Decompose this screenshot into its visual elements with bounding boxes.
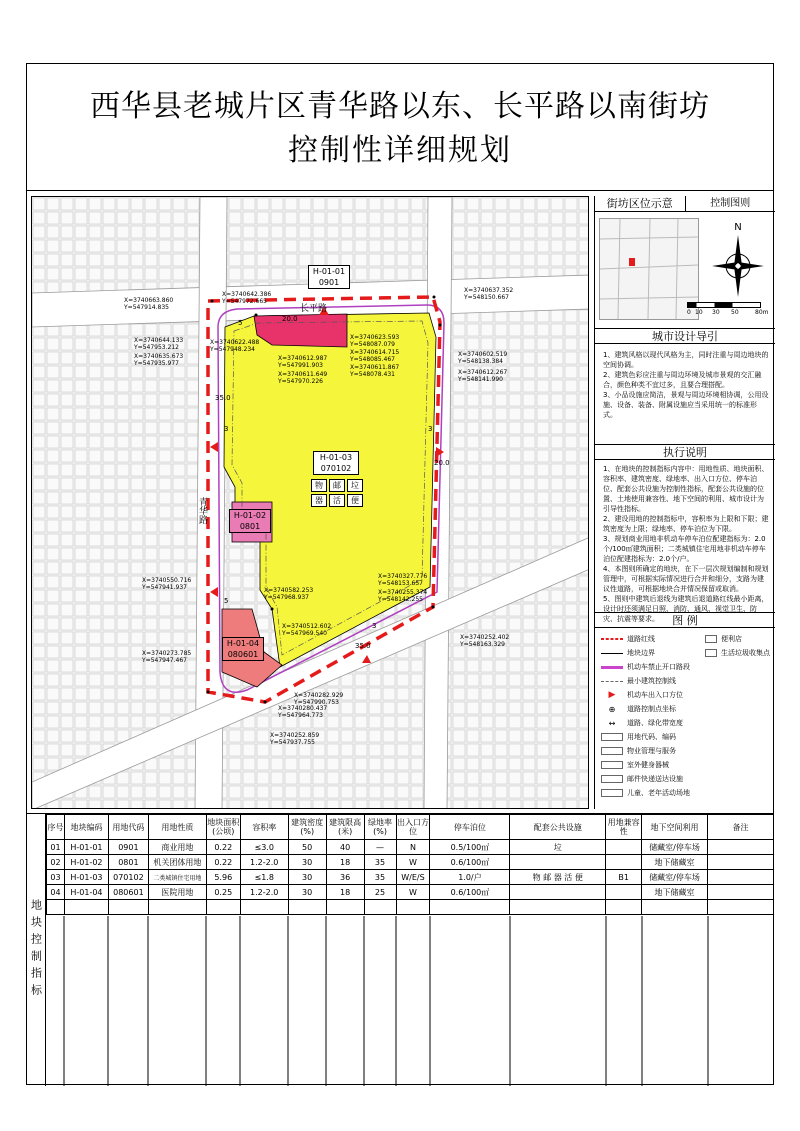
legend-label: 道路、绿化带宽度 [627,719,683,727]
setback-label: 3 [428,425,433,433]
coord-y: Y=547953.212 [134,344,179,351]
design-title: 城市设计导引 [595,328,775,344]
plot-use-code: 070102 [320,464,352,473]
index-table [46,814,774,915]
north-label: N [734,222,742,233]
setback-label: 5 [224,597,229,605]
plot-tag-h-01-01[interactable] [308,265,350,289]
index-table-section [26,813,774,1085]
table-header-row [47,815,774,840]
coord-x: X=3740582.253 [264,587,314,594]
coord-y: Y=548150.667 [464,294,509,301]
store-icon: 便 [347,494,363,507]
table-cell [606,840,642,855]
location-sketch-roads [600,219,698,319]
coord-x: X=3740611.649 [278,371,328,378]
coord-y: Y=548163.329 [460,641,505,648]
legend-property [601,746,676,756]
table-cell: 25 [364,885,396,900]
coord-y: Y=548141.990 [458,376,503,383]
table-cell: 地下储藏室 [642,885,708,900]
table-cell: 04 [47,885,65,900]
legend-fitness [601,760,669,770]
legend-store [705,634,742,644]
table-side-label: 地块控制指标 [26,814,46,1086]
legend-label: 机动车禁止开口路段 [627,663,690,671]
legend-building-line [601,676,676,686]
plot-use-code: 0901 [318,278,340,287]
compass-icon [710,233,766,299]
col-header: 序号 [47,815,65,840]
col-header: 用地代码 [108,815,148,840]
col-header: 出入口方位 [396,815,430,840]
coord-x: X=3740602.519 [458,351,508,358]
exec-title: 执行说明 [595,444,775,460]
plot-use-code: 0801 [239,522,261,531]
table-cell: 机关团体用地 [148,855,206,870]
legend-label: 物业管理与服务 [627,747,676,755]
activity-icon [601,789,623,797]
table-cell: 0801 [108,855,148,870]
road-width-label: 35.0 [355,642,371,650]
setback-label: 5 [238,319,243,327]
table-cell: B1 [606,870,642,885]
coord-x: X=3740612.987 [278,355,328,362]
table-cell: 商业用地 [148,840,206,855]
coord-x: X=3740327.776 [378,573,428,580]
table-cell: 0.6/100㎡ [430,855,510,870]
property-icon [601,747,623,755]
plot-code: H-01-02 [233,511,267,520]
legend-label: 用地代码、编码 [627,733,676,741]
legend-label: 儿童、老年活动场地 [627,789,690,797]
col-header: 备注 [707,815,773,840]
coord-x: X=3740282.929 [294,692,344,699]
table-row[interactable] [47,855,774,870]
col-header: 地块编码 [64,815,108,840]
table-cell: — [364,840,396,855]
coord-x: X=3740512.602 [282,623,332,630]
right-panel [594,196,774,809]
location-header-row [595,196,775,212]
col-header: 容积率 [240,815,288,840]
coord-x: X=3740255.374 [378,589,428,596]
table-row[interactable] [47,870,774,885]
setback-label: 3 [224,425,229,433]
road-width-label: 20.0 [282,315,298,323]
table-cell: 35 [364,855,396,870]
legend-garbage [705,648,770,658]
table-cell: 30 [288,855,326,870]
legend-mail [601,774,683,784]
coord-y: Y=548087.079 [350,341,395,348]
table-cell: H-01-04 [64,885,108,900]
table-cell: 0.22 [206,855,240,870]
coord-x: X=3740252.402 [460,634,510,641]
north-arrow [710,222,766,302]
legend-no-opening [601,662,690,672]
table-cell: 1.2-2.0 [240,855,288,870]
legend-label: 最小建筑控制线 [627,677,676,685]
mail-icon: 邮 [329,479,345,492]
table-cell [510,885,606,900]
table-cell: 地下储藏室 [642,855,708,870]
coord-y: Y=547968.937 [264,594,309,601]
table-cell: 30 [288,870,326,885]
coord-x: X=3740644.133 [134,337,184,344]
table-cell: 50 [288,840,326,855]
coord-y: Y=547937.755 [270,739,315,746]
coord-x: X=3740280.437 [278,705,328,712]
table-cell: 01 [47,840,65,855]
col-header: 建筑密度(%) [288,815,326,840]
table-cell: 0.22 [206,840,240,855]
legend-label: 地块边界 [627,649,655,657]
plot-code: H-01-03 [319,453,353,462]
table-cell: 0.5/100㎡ [430,840,510,855]
legend-road-red-line [601,634,655,644]
table-cell: 1.2-2.0 [240,885,288,900]
legend-plot-boundary [601,648,655,658]
garbage-icon [705,649,717,657]
coord-y: Y=548085.467 [350,356,395,363]
fitness-icon [601,761,623,769]
table-cell [707,885,773,900]
table-cell: 5.96 [206,870,240,885]
plot-tag-h-01-03[interactable] [313,451,359,475]
table-cell [707,855,773,870]
table-grid-lines [46,916,774,1086]
coord-y: Y=548142.255 [378,596,423,603]
coord-y: Y=547948.234 [210,346,255,353]
table-cell: 080601 [108,885,148,900]
store-icon [705,635,717,643]
table-cell: W/E/S [396,870,430,885]
table-cell: ≤1.8 [240,870,288,885]
table-empty-area [46,916,774,1086]
location-header: 街坊区位示意 [595,196,686,212]
table-cell: 物 邮 器 活 便 [510,870,606,885]
table-cell: 35 [364,870,396,885]
table-cell: 医院用地 [148,885,206,900]
table-row[interactable] [47,840,774,855]
table-cell: W [396,855,430,870]
scale-label: 50 [731,309,739,316]
table-cell: 0.6/100㎡ [430,885,510,900]
coord-x: X=3740252.859 [270,732,320,739]
table-cell: 二类城镇住宅用地 [148,870,206,885]
coord-x: X=3740637.352 [464,287,514,294]
table-cell: 垃 [510,840,606,855]
table-cell: 03 [47,870,65,885]
table-cell [707,840,773,855]
coord-y: Y=547969.540 [282,630,327,637]
coord-y: Y=547914.835 [124,304,169,311]
coord-x: X=3740623.593 [350,334,400,341]
coord-x: X=3740614.715 [350,349,400,356]
coord-y: Y=548078.431 [350,371,395,378]
coord-x: X=3740550.716 [142,577,192,584]
coord-y: Y=547935.977 [134,360,179,367]
legend-label: 邮件快递送达设施 [627,775,683,783]
legend-label: 道路控制点坐标 [627,705,676,713]
coord-y: Y=547970.226 [278,378,323,385]
legend-width [601,718,683,728]
table-cell: 储藏室/停车场 [642,870,708,885]
col-header: 用地性质 [148,815,206,840]
scale-bar [687,302,773,318]
point-icon: ⊕ [608,704,616,714]
coord-y: Y=547964.773 [278,712,323,719]
table-cell: H-01-02 [64,855,108,870]
table-cell: 30 [288,885,326,900]
coord-y: Y=547972.665 [222,298,267,305]
table-cell: 1.0/户 [430,870,510,885]
scale-label: 80m [755,309,769,316]
facility-icons [311,479,363,507]
plot-code: H-01-04 [226,639,260,648]
scale-label: 10 [695,309,703,316]
table-cell: H-01-03 [64,870,108,885]
control-header: 控制图则 [710,197,751,209]
coord-x: X=3740611.867 [350,364,400,371]
legend-coord-point [601,704,676,714]
plot-tag-h-01-04[interactable] [222,637,264,661]
coord-x: X=3740612.267 [458,369,508,376]
setback-label: 3 [372,622,377,630]
legend-label: 室外健身器械 [627,761,669,769]
scale-label: 30 [712,309,720,316]
table-cell: 02 [47,855,65,870]
title-line-1: 西华县老城片区青华路以东、长平路以南街坊 [90,89,710,124]
property-icon: 物 [311,479,327,492]
table-cell: 070102 [108,870,148,885]
table-cell: W [396,885,430,900]
table-cell: 18 [326,855,364,870]
legend-activity [601,788,690,798]
coord-y: Y=548153.657 [378,580,423,587]
coord-x: X=3740273.785 [142,650,192,657]
table-cell [606,855,642,870]
road-width-label: 35.0 [215,394,231,402]
legend-label: 便利店 [721,635,742,643]
plot-use-code: 080601 [227,650,259,659]
table-cell: H-01-01 [64,840,108,855]
title-line-2: 控制性详细规划 [288,133,512,168]
road-label-qinghua: 青华路 [197,497,207,524]
table-empty-row [47,900,774,915]
legend-title: 图 例 [595,612,775,628]
garbage-icon: 垃 [347,479,363,492]
road-label-changping: 长平路 [300,304,328,314]
arrow-icon: ▶ [608,690,616,700]
coord-x: X=3740622.488 [210,339,260,346]
activity-icon: 活 [329,494,345,507]
coord-y: Y=548138.384 [458,358,503,365]
col-header: 绿地率(%) [364,815,396,840]
coord-y: Y=547991.903 [278,362,323,369]
coord-x: X=3740642.386 [222,291,272,298]
design-text: 1、建筑风格以现代风格为主，同时注重与周边地块的空间协调。 2、建筑色彩应注重与周边环境及城市景观的交汇融合，颜色种类不宜过多，且要合理搭配。 3、小品设施应简洁，景观与周边环境相协调，公用设施、设备、装备、附属设施应当采用统一的标准形式。 [603,351,769,419]
road-width-label: 20.0 [434,459,450,467]
scale-label: 0 [687,309,691,316]
table-cell [707,870,773,885]
table-cell: ≤3.0 [240,840,288,855]
table-cell: 储藏室/停车场 [642,840,708,855]
col-header: 停车泊位 [430,815,510,840]
table-cell: 18 [326,885,364,900]
table-cell: 0901 [108,840,148,855]
coord-y: Y=547947.467 [142,657,187,664]
location-sketch [599,218,699,320]
col-header: 用地兼容性 [606,815,642,840]
legend-label: 道路红线 [627,635,655,643]
legend-label: 生活垃圾收集点 [721,649,770,657]
table-body [47,840,774,915]
table-cell [510,855,606,870]
exec-text: 1、在地块的控制指标内容中：用地性质、地块面积、容积率、建筑密度、绿地率、出入口方位、停车泊位、配套公共设施为控制性指标，配套公共设施的位置、土地使用兼容性、地下空间的利用、城市设计为引导性指标。 2、建设用地的控制指标中，容积率为上限和下限；建筑密度为上限；绿地率、停车泊位为下限。 3、规划商业用地非机动车停车泊位配建指标为：2.0个/100㎡建筑面积；二类城镇住宅用地非机动车停车泊位配建指标为：2.0个/户。 4、本图则所确定的地块，在下一层次规划编制和规划管理中，可根据实际情况进行合并和细分，支路为建议性道路，可根据地块合并情况保留或取消。 5、图则中建筑后退线为建筑后退道路红线最小距离，设计时还须满足日照、消防、通风、视觉卫生、防灾、抗震等要求。 [603,465,769,623]
legend-code [601,732,676,742]
table-cell: 0.25 [206,885,240,900]
col-header: 配套公共设施 [510,815,606,840]
dimension-icon: ↔ [608,718,616,728]
mail-icon [601,775,623,783]
plot-tag-h-01-02[interactable] [229,509,271,533]
plot-code: H-01-01 [312,267,346,276]
legend-label: 机动车出入口方位 [627,691,683,699]
table-cell: N [396,840,430,855]
col-header: 地块面积(公顷) [206,815,240,840]
table-cell [606,885,642,900]
coord-x: X=3740635.673 [134,353,184,360]
control-map[interactable] [31,196,589,809]
table-cell: 36 [326,870,364,885]
coord-y: Y=547990.753 [294,699,339,706]
table-row[interactable] [47,885,774,900]
code-box-icon [601,733,623,741]
col-header: 地下空间利用 [642,815,708,840]
title-block [26,63,774,191]
legend-entrance [601,690,683,700]
plot-h-01-01 [254,314,347,347]
table-cell: 40 [326,840,364,855]
col-header: 建筑限高(米) [326,815,364,840]
coord-y: Y=547941.937 [142,584,187,591]
fitness-icon: 器 [311,494,327,507]
coord-x: X=3740663.860 [124,297,174,304]
